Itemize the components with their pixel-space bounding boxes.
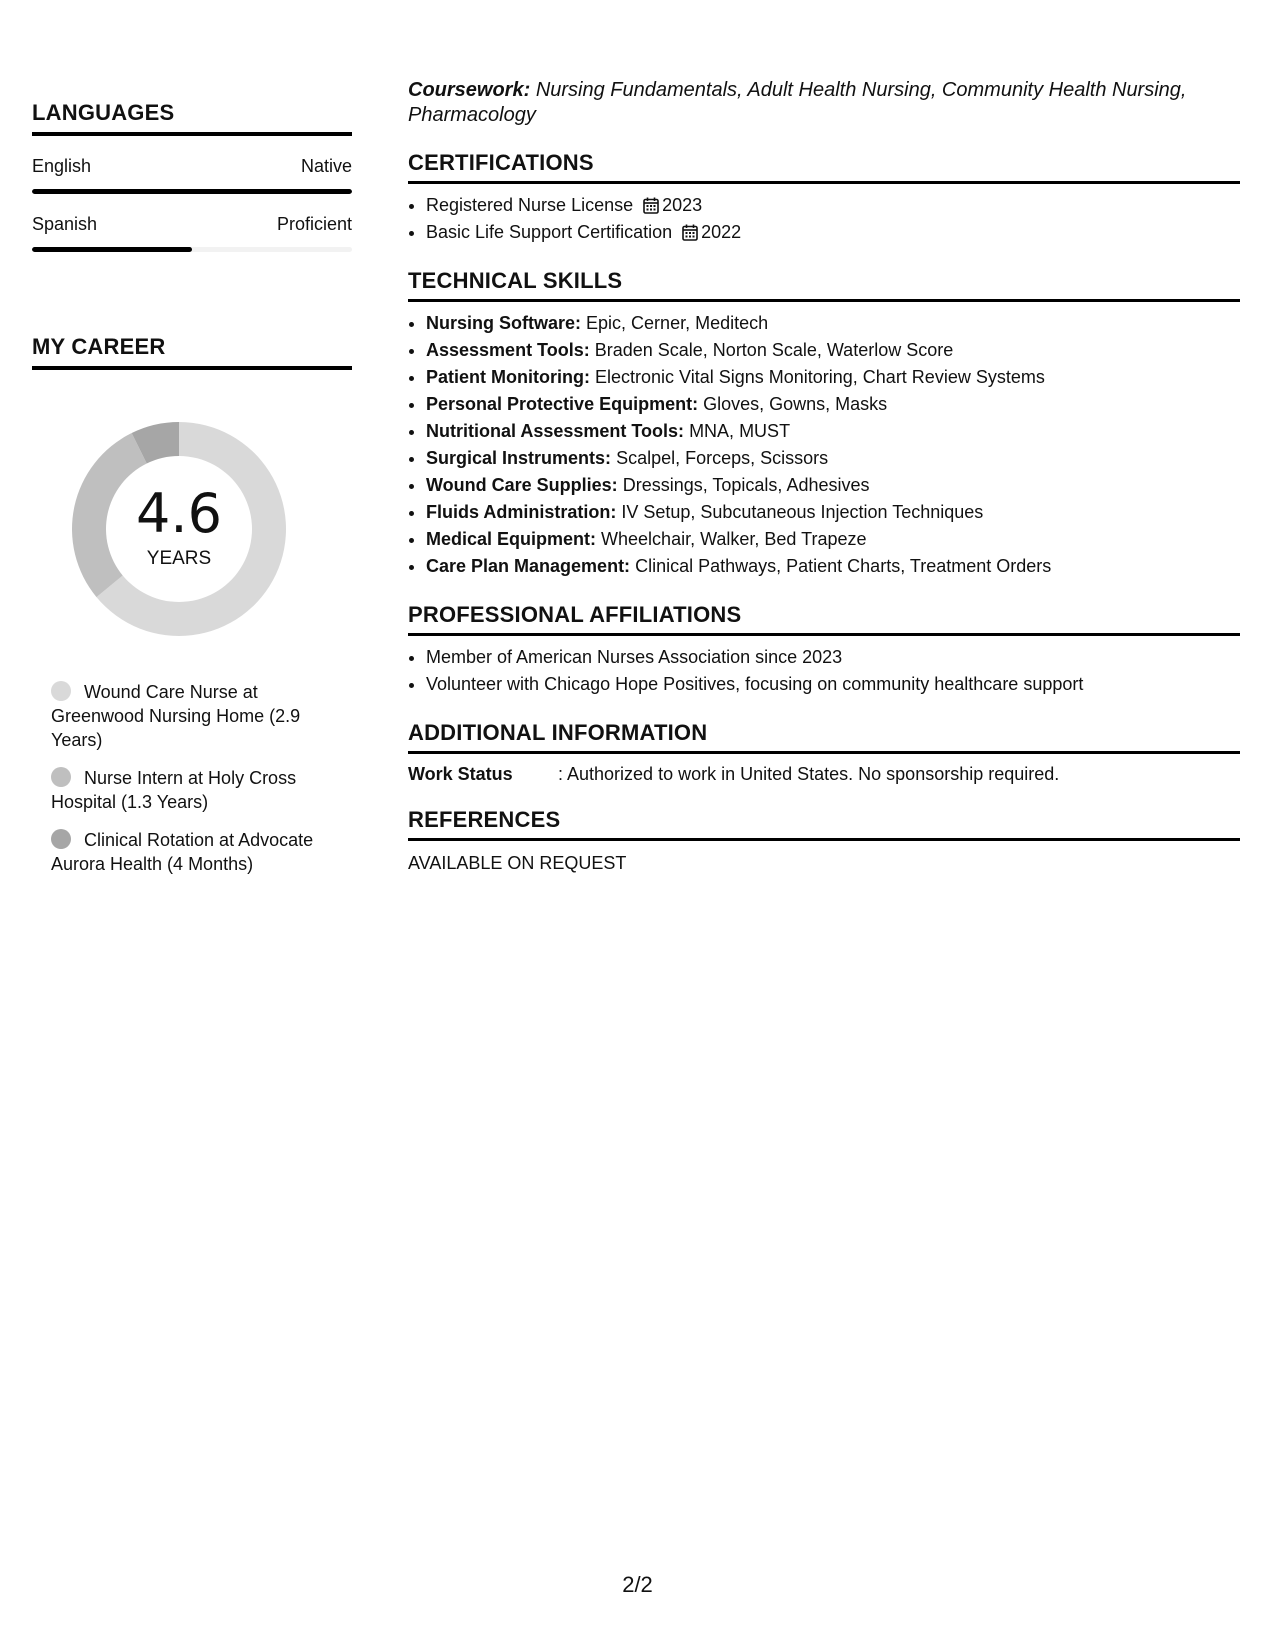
skill-value: Epic, Cerner, Meditech <box>586 313 769 333</box>
right-column <box>408 78 1240 874</box>
affiliations-title: PROFESSIONAL AFFILIATIONS <box>408 602 742 627</box>
skill-value: Gloves, Gowns, Masks <box>703 394 888 414</box>
section-divider <box>32 132 352 136</box>
left-column <box>32 100 352 890</box>
section-divider <box>32 366 352 370</box>
legend-dot-icon <box>51 681 71 701</box>
certification-year: 2023 <box>662 195 703 215</box>
certification-name: Registered Nurse License <box>426 195 634 215</box>
coursework-text: Nursing Fundamentals, Adult Health Nursing, Community Health Nursing, Pharmacology <box>408 79 1187 126</box>
work-status-label: Work Status <box>408 764 513 784</box>
skill-item <box>426 526 1240 553</box>
skill-value: IV Setup, Subcutaneous Injection Techniques <box>621 502 984 522</box>
section-divider <box>408 633 1240 636</box>
career-legend-label: Clinical Rotation at Advocate Aurora Health (4 Months) <box>51 830 314 874</box>
career-total-unit: YEARS <box>146 548 212 569</box>
language-item <box>32 214 352 252</box>
skill-value: Wheelchair, Walker, Bed Trapeze <box>601 529 867 549</box>
skill-label: Nutritional Assessment Tools: <box>426 421 685 441</box>
calendar-icon <box>643 197 659 214</box>
section-divider <box>408 751 1240 754</box>
career-legend-label: Wound Care Nurse at Greenwood Nursing Home (2.9 Years) <box>51 682 301 750</box>
career-section <box>32 334 352 876</box>
languages-title: LANGUAGES <box>32 100 175 125</box>
skill-item <box>426 337 1240 364</box>
certifications-section <box>408 150 1240 246</box>
skill-label: Personal Protective Equipment: <box>426 394 699 414</box>
affiliations-list <box>408 644 1240 698</box>
language-proficiency-fill <box>32 247 192 252</box>
skill-value: Electronic Vital Signs Monitoring, Chart Review Systems <box>595 367 1045 387</box>
technical-skills-title: TECHNICAL SKILLS <box>408 268 623 293</box>
language-level: Native <box>300 156 352 176</box>
calendar-icon <box>682 224 698 241</box>
affiliations-section <box>408 602 1240 698</box>
skill-value: MNA, MUST <box>689 421 791 441</box>
skill-item <box>426 553 1240 580</box>
skill-value: Braden Scale, Norton Scale, Waterlow Score <box>594 340 954 360</box>
skill-label: Medical Equipment: <box>426 529 597 549</box>
skill-value: Scalpel, Forceps, Scissors <box>616 448 829 468</box>
career-legend <box>51 680 341 876</box>
career-title: MY CAREER <box>32 334 166 359</box>
skill-value: Dressings, Topicals, Adhesives <box>622 475 870 495</box>
skill-label: Care Plan Management: <box>426 556 631 576</box>
skill-item <box>426 472 1240 499</box>
language-level: Proficient <box>276 214 352 234</box>
language-name: Spanish <box>32 214 98 234</box>
work-status-row <box>408 764 1240 785</box>
skill-label: Assessment Tools: <box>426 340 590 360</box>
career-legend-label: Nurse Intern at Holy Cross Hospital (1.3 Years) <box>51 768 297 812</box>
certification-item <box>426 219 1240 246</box>
work-status-value: : Authorized to work in United States. No sponsorship required. <box>558 764 1060 784</box>
coursework <box>408 78 1240 128</box>
language-name: English <box>32 156 92 176</box>
languages-section <box>32 100 352 252</box>
technical-skills-list <box>408 310 1240 580</box>
skill-label: Fluids Administration: <box>426 502 617 522</box>
additional-info-title: ADDITIONAL INFORMATION <box>408 720 708 745</box>
section-divider <box>408 181 1240 184</box>
skill-item <box>426 445 1240 472</box>
certification-year: 2022 <box>701 222 742 242</box>
technical-skills-section <box>408 268 1240 580</box>
skill-item <box>426 499 1240 526</box>
language-proficiency-bar <box>32 247 352 252</box>
references-text: AVAILABLE ON REQUEST <box>408 853 627 873</box>
skill-item <box>426 391 1240 418</box>
legend-dot-icon <box>51 829 71 849</box>
skill-item <box>426 418 1240 445</box>
skill-label: Patient Monitoring: <box>426 367 590 387</box>
references-section <box>408 807 1240 874</box>
career-legend-item <box>51 828 341 876</box>
skill-item <box>426 310 1240 337</box>
coursework-label: Coursework: <box>408 79 531 101</box>
section-divider <box>408 838 1240 841</box>
skill-label: Nursing Software: <box>426 313 582 333</box>
career-legend-item <box>51 766 341 814</box>
skill-value: Clinical Pathways, Patient Charts, Treatment Orders <box>635 556 1052 576</box>
language-proficiency-bar <box>32 189 352 194</box>
affiliation-item: • Volunteer with Chicago Hope Positives, focusing on community healthcare support <box>426 671 1240 698</box>
career-total-years: 4.6 <box>136 482 222 545</box>
references-title: REFERENCES <box>408 807 561 832</box>
certifications-title: CERTIFICATIONS <box>408 150 594 175</box>
section-divider <box>408 299 1240 302</box>
additional-info-section <box>408 720 1240 785</box>
legend-dot-icon <box>51 767 71 787</box>
career-legend-item <box>51 680 341 752</box>
skill-item <box>426 364 1240 391</box>
page-number: 2/2 <box>622 1572 653 1597</box>
language-proficiency-fill <box>32 189 352 194</box>
language-item <box>32 156 352 194</box>
certification-name: Basic Life Support Certification <box>426 222 673 242</box>
affiliation-item: • Member of American Nurses Association since 2023 <box>426 644 1240 671</box>
career-donut-chart <box>64 414 294 644</box>
certification-item <box>426 192 1240 219</box>
certifications-list <box>408 192 1240 246</box>
skill-label: Wound Care Supplies: <box>426 475 618 495</box>
donut-center <box>64 482 294 570</box>
skill-label: Surgical Instruments: <box>426 448 612 468</box>
